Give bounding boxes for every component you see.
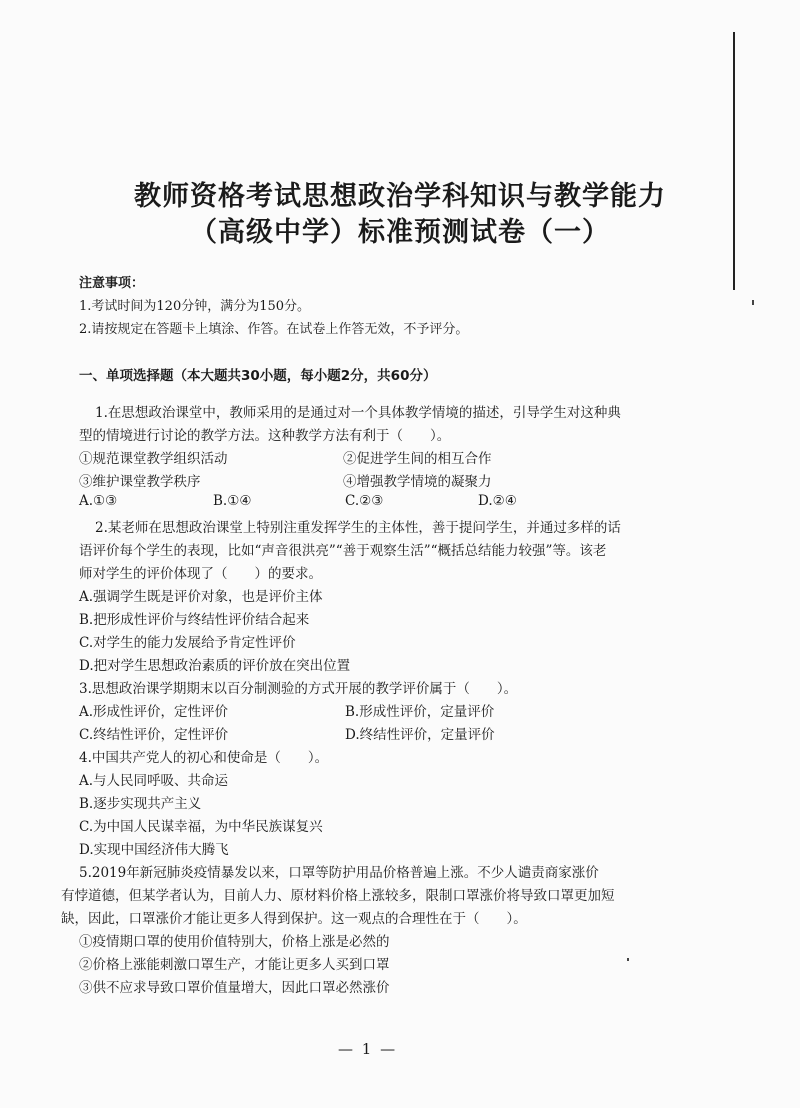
question-2-option-d: D.把对学生思想政治素质的评价放在突出位置 [79, 658, 351, 674]
question-4-option-d: D.实现中国经济伟大腾飞 [79, 842, 229, 858]
exam-title-line1: 教师资格考试思想政治学科知识与教学能力 [134, 181, 666, 212]
question-5-statement: ③供不应求导致口罩价值量增大，因此口罩必然涨价 [79, 980, 390, 996]
scan-edge-line [733, 32, 735, 290]
question-3-stem: 3.思想政治课学期期末以百分制测验的方式开展的教学评价属于（ ）。 [79, 681, 518, 697]
question-3-option-b: B.形成性评价，定量评价 [345, 704, 495, 720]
question-5-statement: ②价格上涨能刺激口罩生产，才能让更多人买到口罩 [79, 957, 390, 973]
scan-speck [752, 300, 754, 305]
question-4-option-b: B.逐步实现共产主义 [79, 796, 202, 812]
question-4-stem: 4.中国共产党人的初心和使命是（ ）。 [79, 750, 329, 766]
question-3-option-d: D.终结性评价，定量评价 [345, 727, 495, 743]
question-2-option-a: A.强调学生既是评价对象，也是评价主体 [79, 589, 323, 605]
notice-heading: 注意事项： [79, 276, 145, 291]
question-2-option-b: B.把形成性评价与终结性评价结合起来 [79, 612, 310, 628]
question-2-stem: 师对学生的评价体现了（ ）的要求。 [79, 566, 322, 582]
question-1-statement: ③维护课堂教学秩序 [79, 474, 201, 490]
question-1-statement: ①规范课堂教学组织活动 [79, 451, 228, 467]
question-1-option-c: C.②③ [345, 493, 384, 509]
exam-title-line2: （高级中学）标准预测试卷（一） [190, 217, 610, 248]
question-2-option-c: C.对学生的能力发展给予肯定性评价 [79, 635, 296, 651]
question-1-option-b: B.①④ [213, 493, 252, 509]
question-2-stem: 2.某老师在思想政治课堂上特别注重发挥学生的主体性，善于提问学生，并通过多样的话 [95, 520, 621, 536]
question-4-option-a: A.与人民同呼吸、共命运 [79, 773, 229, 789]
question-5-stem: 有悖道德，但某学者认为，目前人力、原材料价格上涨较多，限制口罩涨价将导致口罩更加短 [61, 888, 615, 904]
question-1-stem: 型的情境进行讨论的教学方法。这种教学方法有利于（ ）。 [79, 428, 451, 444]
question-1-stem: 1.在思想政治课堂中，教师采用的是通过对一个具体教学情境的描述，引导学生对这种典 [95, 405, 621, 421]
question-2-stem: 语评价每个学生的表现，比如“声音很洪亮”“善于观察生活”“概括总结能力较强”等。该老 [79, 543, 607, 559]
notice-item: 1.考试时间为120分钟，满分为150分。 [79, 299, 311, 314]
question-1-option-a: A.①③ [79, 493, 118, 509]
notice-item: 2.请按规定在答题卡上填涂、作答。在试卷上作答无效，不予评分。 [79, 322, 469, 337]
question-3-option-a: A.形成性评价，定性评价 [79, 704, 229, 720]
scan-speck [627, 958, 629, 961]
question-1-statement: ④增强教学情境的凝聚力 [343, 474, 492, 490]
question-1-statement: ②促进学生间的相互合作 [343, 451, 492, 467]
question-1-option-d: D.②④ [478, 493, 517, 509]
question-5-stem: 5.2019年新冠肺炎疫情暴发以来，口罩等防护用品价格普遍上涨。不少人谴责商家涨价 [79, 865, 599, 881]
question-4-option-c: C.为中国人民谋幸福，为中华民族谋复兴 [79, 819, 323, 835]
question-5-statement: ①疫情期口罩的使用价值特别大，价格上涨是必然的 [79, 934, 390, 950]
question-3-option-c: C.终结性评价，定性评价 [79, 727, 229, 743]
section-heading: 一、单项选择题（本大题共30小题，每小题2分，共60分） [79, 368, 437, 384]
question-5-stem: 缺，因此，口罩涨价才能让更多人得到保护。这一观点的合理性在于（ ）。 [61, 911, 527, 927]
page-number: — 1 — [338, 1040, 398, 1058]
